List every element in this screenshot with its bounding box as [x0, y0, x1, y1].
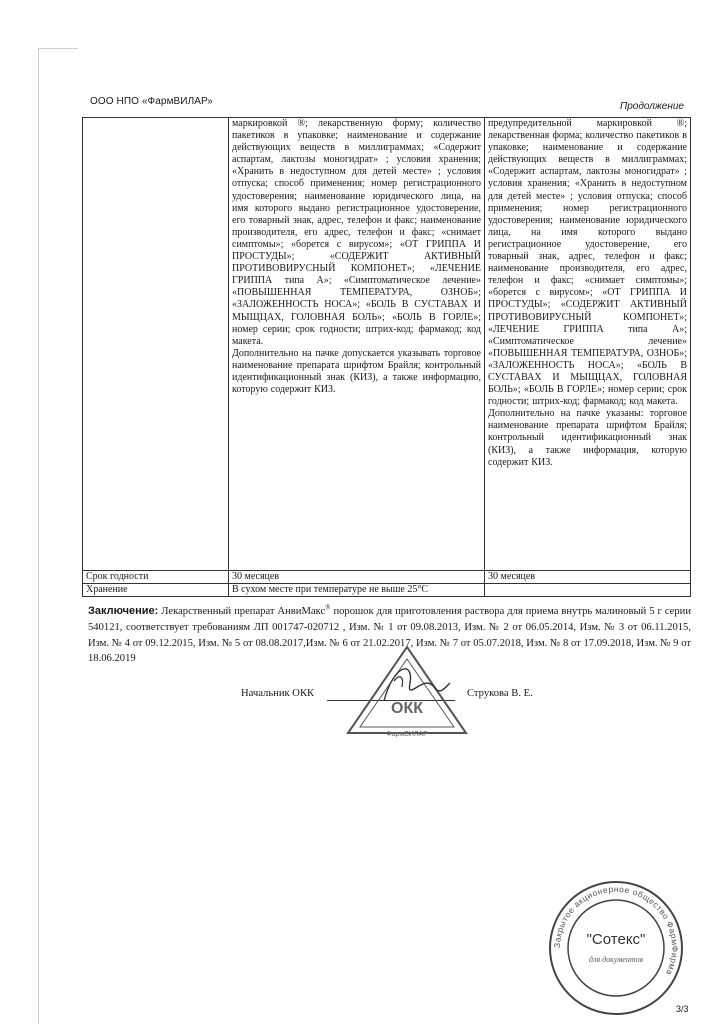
result-extra-text: Дополнительно на пачке указаны: торговое наименование препарата шрифтом Брайля; контрольный идентификационный знак (КИЗ), а также информация, которую содержит КИЗ. — [488, 408, 687, 468]
okk-stamp-text: ОКК — [391, 700, 423, 717]
signer-name: Струкова В. Е. — [467, 688, 533, 699]
scan-edge-line — [38, 48, 39, 1024]
page-number: 3/3 — [676, 1004, 689, 1014]
table-cell-norm — [229, 118, 485, 571]
shelf-life-norm: 30 месяцев — [229, 571, 485, 584]
registered-mark: ® — [325, 603, 331, 612]
scan-edge-line — [38, 48, 78, 49]
spec-table — [82, 117, 691, 597]
table-row — [83, 118, 691, 571]
table-cell-result — [485, 118, 691, 571]
seal-center-text: "Сотекс" — [586, 931, 646, 948]
table-row — [83, 571, 691, 584]
signer-role: Начальник ОКК — [241, 688, 315, 699]
storage-norm: В сухом месте при температуре не выше 25°С — [229, 584, 485, 597]
table-cell-empty — [83, 118, 229, 571]
seal-ring-text: Закрытое акционерное общество ФармФирма — [551, 883, 681, 978]
shelf-life-result: 30 месяцев — [485, 571, 691, 584]
seal-lower-text: для документов — [588, 955, 644, 964]
company-header: ООО НПО «ФармВИЛАР» — [90, 96, 213, 107]
conclusion-label: Заключение: — [88, 605, 159, 617]
storage-result — [485, 584, 691, 597]
table-row — [83, 584, 691, 597]
okk-stamp-company: ФармВИЛАР — [386, 731, 428, 738]
conclusion-text: Лекарственный препарат АнвиМакс — [158, 606, 326, 617]
storage-label: Хранение — [83, 584, 229, 597]
conclusion-text-continued: порошок для приготовления раствора для приема внутрь малиновый 5 г серии 540121, соответствует требованиям ЛП 001747-020712 , Изм. № 1 от 09.08.2013, Изм. № 2 от 06.05.2014, Изм. № 3 от 06.11.2015, Изм. № 4 от 09.12.2015, Изм. № 5 от 08.08.2017,Изм. № 6 от 21.02.2017, Изм. № 7 от 05.07.2018, Изм. № 8 от 17.09.2018, Изм. № 9 от 18.06.2019 — [88, 606, 691, 665]
result-text: предупредительной маркировкой ®; лекарственная форма; количество пакетиков в упаковке; наименование и содержание действующих веществ в миллиграммах; «Содержит аспартам, лактозы моногидрат» ; условия хранения; «Хранить в недоступном для детей месте» ; условия отпуска; способ применения; номер регистрационного удостоверения; наименование юридического лица, на имя которого выдано регистрационное удостоверение, его товарный знак, адрес, телефон и факс; наименование производителя, его адрес, телефон и факс; «снимает симптомы»; «борется с вирусом»; «ОТ ГРИППА И ПРОСТУДЫ»; «СОДЕРЖИТ АКТИВНЫЙ ПРОТИВОВИРУСНЫЙ КОМПОНЕТ»; «ЛЕЧЕНИЕ ГРИППА типа А»; «Симптоматическое лечение» «ПОВЫШЕННАЯ ТЕМПЕРАТУРА, ОЗНОБ»; «ЗАЛОЖЕННОСТЬ НОСА»; «БОЛЬ В СУСТАВАХ И МЫЩЦАХ, ГОЛОВНАЯ БОЛЬ»; «БОЛЬ В ГОРЛЕ»; номер серии; срок годности; штрих-код; фармакод; код макета. — [488, 118, 687, 408]
company-seal-icon — [546, 878, 686, 1018]
okk-stamp-icon — [344, 643, 470, 738]
norm-extra-text: Дополнительно на пачке допускается указывать торговое наименование препарата шрифтом Брайля; контрольный идентификационный знак (КИЗ), а также информацию, которую содержит КИЗ. — [232, 347, 481, 396]
norm-text: маркировкой ®; лекарственную форму; количество пакетиков в упаковке; наименование и содержание действующих веществ в миллиграммах; «Содержит аспартам, лактозы моногидрат» ; условия хранения; «Хранить в недоступном для детей месте» ; условия отпуска; способ применения; номер регистрационного удостоверения; наименование юридического лица, на имя которого выдано регистрационное удостоверение, его товарный знак, адрес, телефон и факс; наименование производителя, его адрес, телефон и факс; «снимает симптомы»; «борется с вирусом»; «ОТ ГРИППА И ПРОСТУДЫ»; «СОДЕРЖИТ АКТИВНЫЙ ПРОТИВОВИРУСНЫЙ КОМПОНЕТ»; «ЛЕЧЕНИЕ ГРИППА типа А»; «Симптоматическое лечение» «ПОВЫШЕННАЯ ТЕМПЕРАТУРА, ОЗНОБ»; «ЗАЛОЖЕННОСТЬ НОСА»; «БОЛЬ В СУСТАВАХ И МЫЩЦАХ, ГОЛОВНАЯ БОЛЬ»; «БОЛЬ В ГОРЛЕ»; номер серии; срок годности; штрих-код; фармакод; код макета. — [232, 118, 481, 347]
shelf-life-label: Срок годности — [83, 571, 229, 584]
continuation-label: Продолжение — [620, 101, 684, 112]
